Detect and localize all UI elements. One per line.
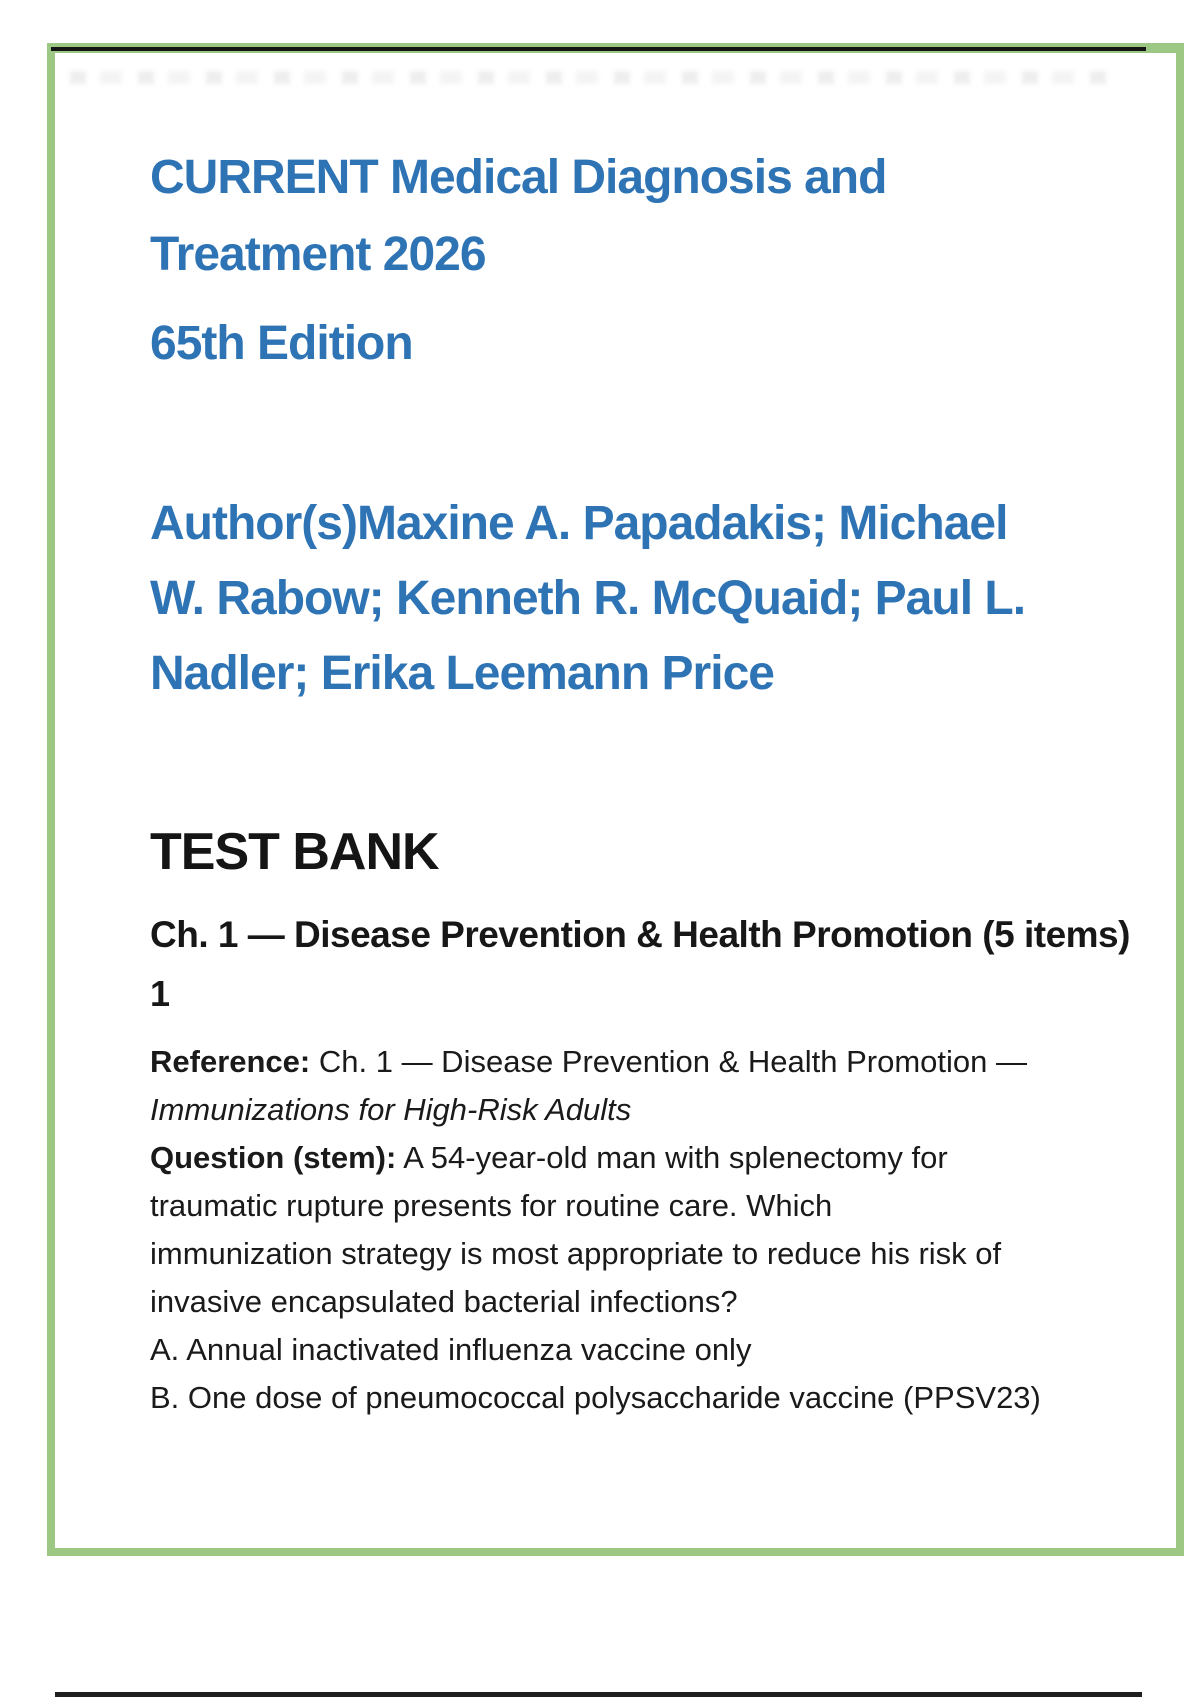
book-title-line-2: Treatment 2026 xyxy=(150,228,486,281)
book-title xyxy=(150,139,886,293)
answer-option-b: B. One dose of pneumococcal polysaccharide vaccine (PPSV23) xyxy=(150,1380,1041,1415)
book-title-line-1: CURRENT Medical Diagnosis and xyxy=(150,151,887,204)
test-bank-heading: TEST BANK xyxy=(150,823,439,881)
item-number: 1 xyxy=(150,973,171,1014)
scan-artifact-strip xyxy=(70,71,1116,84)
authors-line-1: Author(s)Maxine A. Papadakis; Michael xyxy=(150,497,1008,550)
authors-heading xyxy=(150,486,1025,711)
reference-text: Ch. 1 — Disease Prevention & Health Promotion — xyxy=(310,1044,1028,1079)
top-inner-border-line xyxy=(51,47,1146,51)
authors-line-2: W. Rabow; Kenneth R. McQuaid; Paul L. xyxy=(150,572,1026,625)
edition-heading: 65th Edition xyxy=(150,317,413,370)
reference-line xyxy=(150,1038,1041,1086)
question-label: Question (stem): xyxy=(150,1140,397,1175)
chapter-heading: Ch. 1 — Disease Prevention & Health Promotion (5 items) xyxy=(150,914,1130,955)
question-text-1: A 54-year-old man with splenectomy for xyxy=(396,1140,948,1175)
answer-option-a: A. Annual inactivated influenza vaccine only xyxy=(150,1332,752,1367)
question-stem-line-2: traumatic rupture presents for routine care. Which xyxy=(150,1188,833,1223)
question-stem-line-3: immunization strategy is most appropriate to reduce his risk of xyxy=(150,1236,1002,1271)
reference-label: Reference: xyxy=(150,1044,311,1079)
question-stem-line-1 xyxy=(150,1134,1041,1182)
question-block xyxy=(150,1038,1041,1422)
next-page-divider-line xyxy=(55,1692,1142,1697)
reference-source: Immunizations for High-Risk Adults xyxy=(150,1092,632,1127)
authors-line-3: Nadler; Erika Leemann Price xyxy=(150,647,774,700)
question-stem-line-4: invasive encapsulated bacterial infections? xyxy=(150,1284,738,1319)
